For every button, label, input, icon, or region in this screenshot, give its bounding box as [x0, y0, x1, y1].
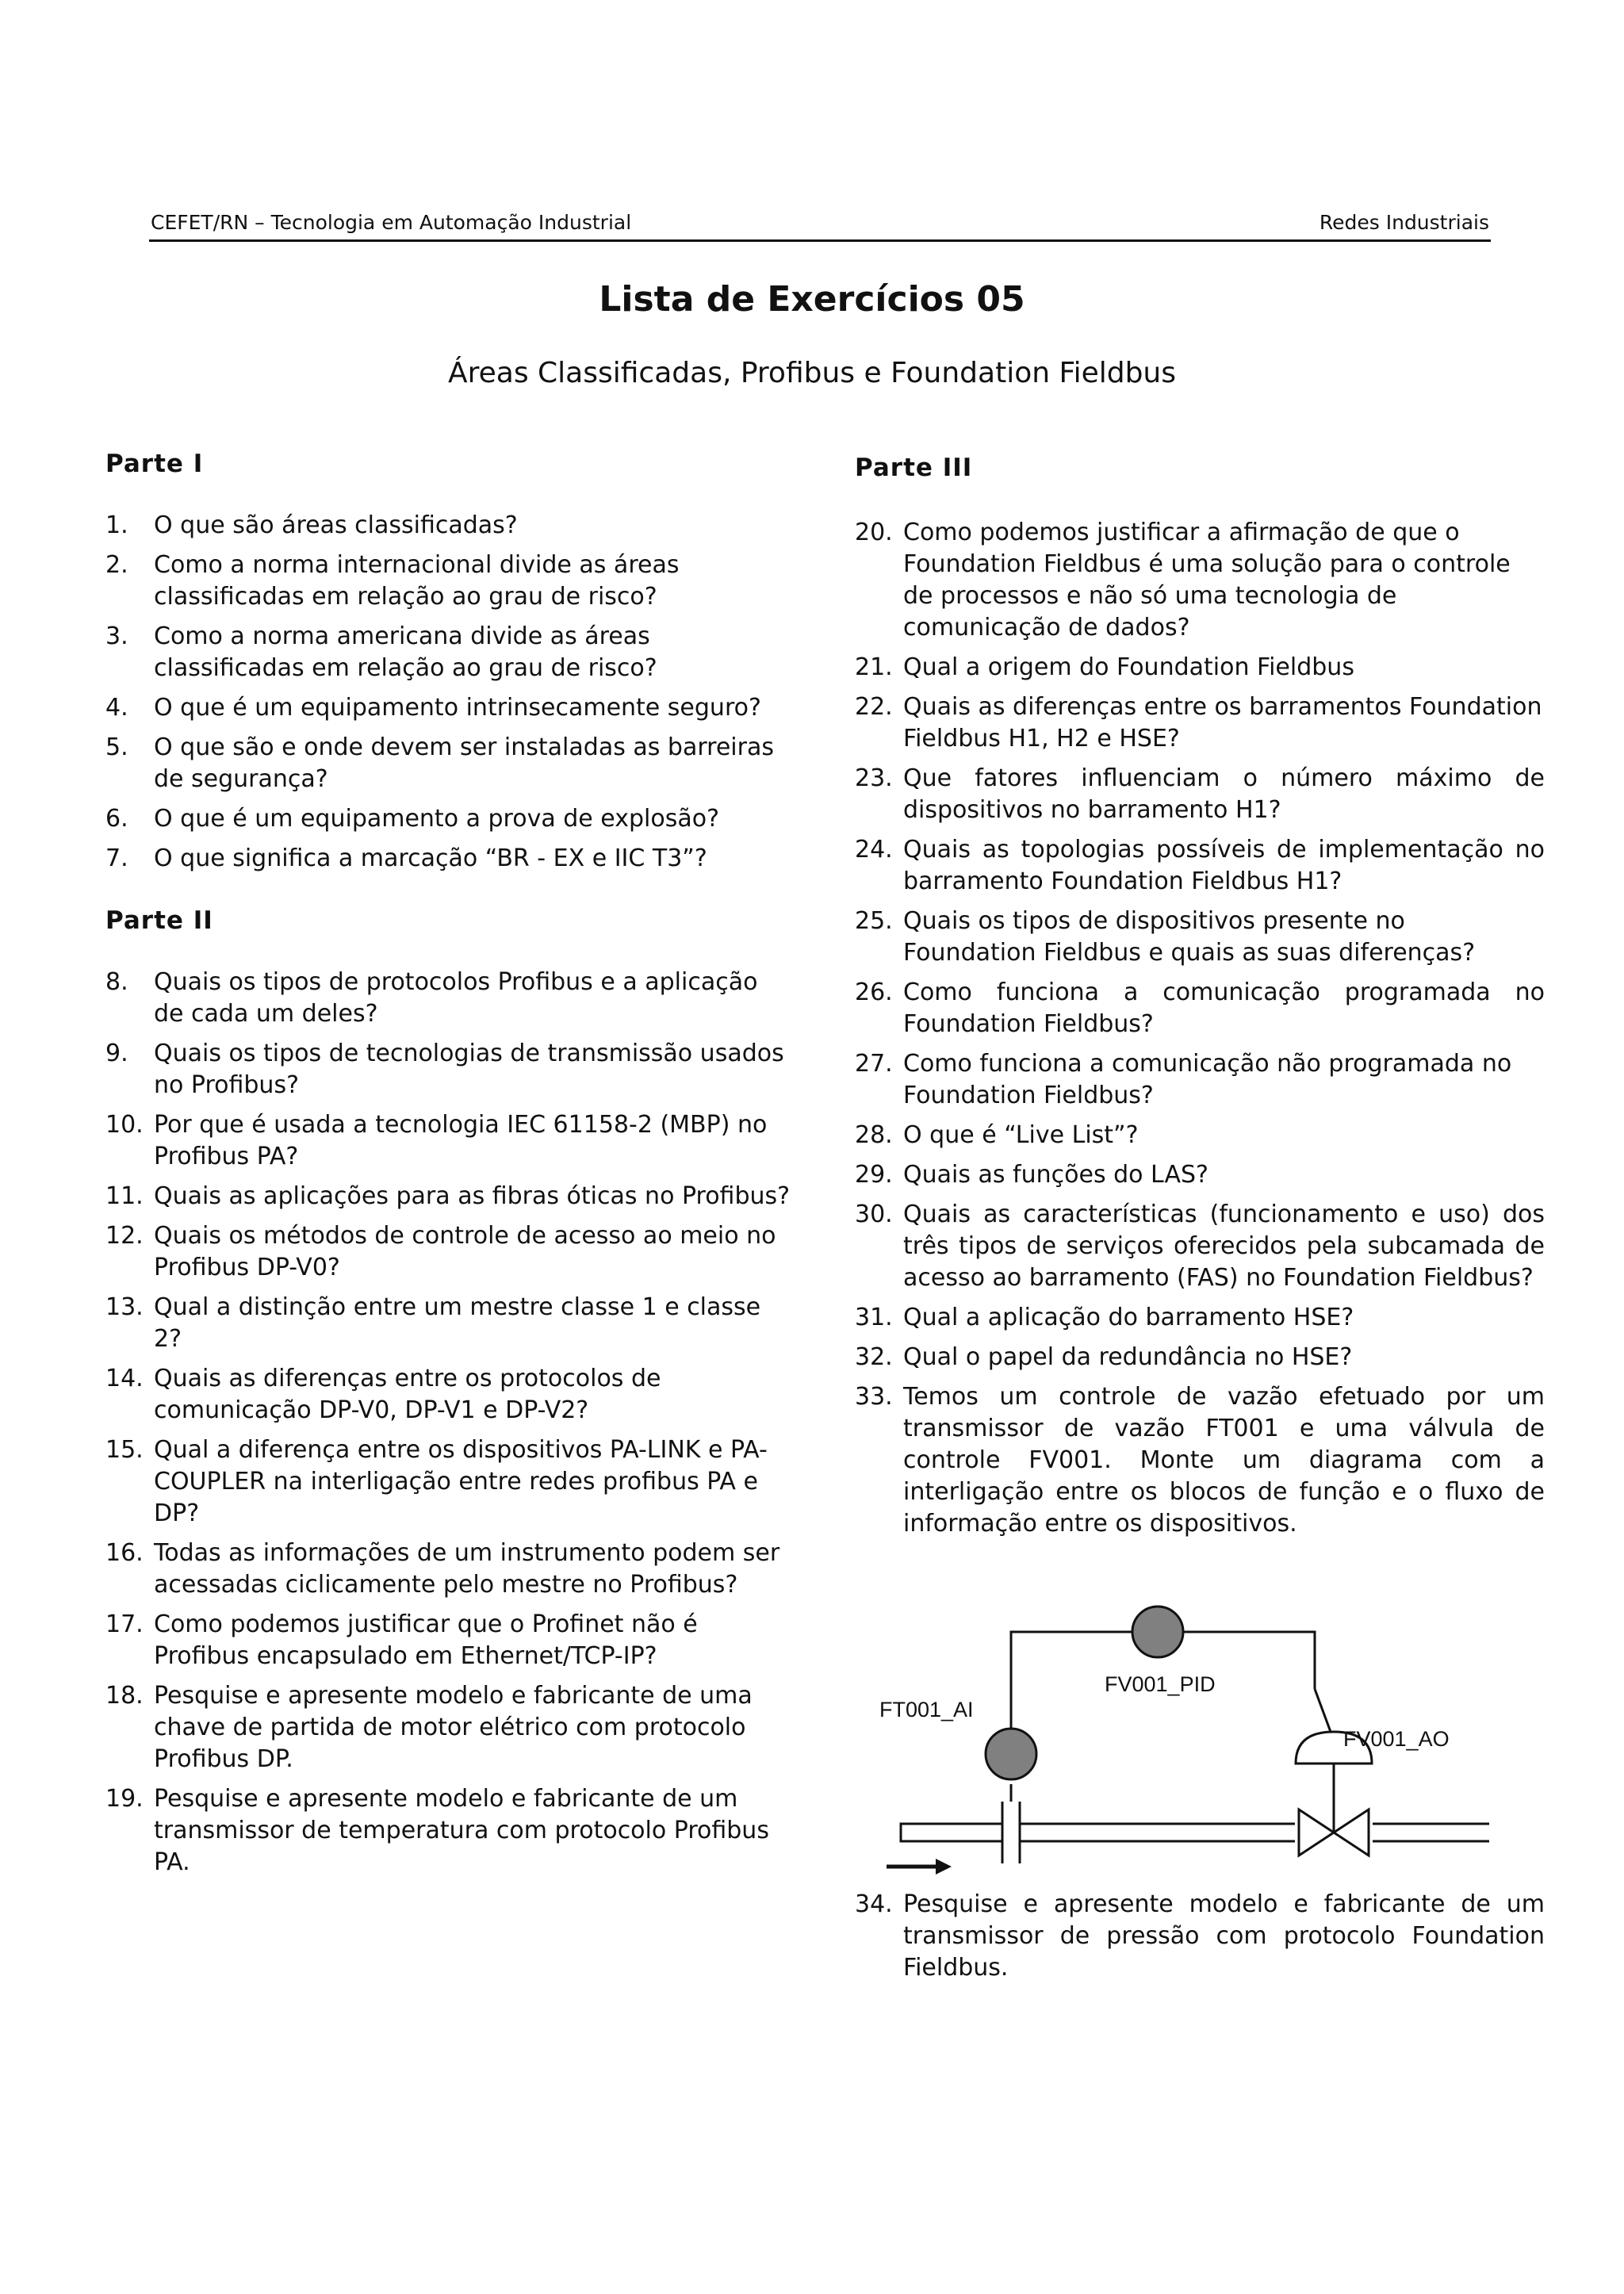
question-item: 31. Qual a aplicação do barramento HSE? — [855, 1304, 1354, 1331]
question-item: 19. Pesquise e apresente modelo e fabricante de um transmissor de temperatura com protocolo Profibus PA. — [105, 1785, 769, 1876]
question-item: 20. Como podemos justificar a afirmação de que o Foundation Fieldbus é uma solução para o controle de processos e não só uma tecnologia de comunicação de dados? — [855, 519, 1511, 641]
question-item: 17. Como podemos justificar que o Profinet não é Profibus encapsulado em Ethernet/TCP-IP? — [105, 1610, 698, 1670]
fv001-pid-block-icon — [1132, 1607, 1183, 1657]
question-item: 28. O que é “Live List”? — [855, 1121, 1139, 1149]
part-3-questions — [855, 517, 1545, 1540]
fv001-ao-label: FV001_AO — [1343, 1727, 1450, 1751]
page-title: Lista de Exercícios 05 — [599, 279, 1025, 320]
question-item: 3. Como a norma americana divide as áreas classificadas em relação ao grau de risco? — [105, 622, 657, 682]
question-34: 34. Pesquise e apresente modelo e fabricante de um transmissor de pressão com protocolo Foundation Fieldbus. — [855, 1890, 1545, 1982]
page-header — [149, 208, 1491, 242]
question-item: 32. Qual o papel da redundância no HSE? — [855, 1343, 1353, 1371]
question-item — [855, 1889, 1545, 1992]
question-item: 27. Como funciona a comunicação não programada no Foundation Fieldbus? — [855, 1050, 1512, 1109]
control-valve-icon — [1299, 1810, 1334, 1855]
question-item: 13. Qual a distinção entre um mestre classe 1 e classe 2? — [105, 1293, 761, 1353]
part-3-heading: Parte III — [855, 454, 973, 482]
fv001-pid-label: FV001_PID — [1105, 1672, 1216, 1696]
question-item: 7. O que significa a marcação “BR - EX e IIC T3”? — [105, 844, 707, 872]
flow-control-diagram — [855, 1594, 1489, 1895]
part-2-heading: Parte II — [105, 906, 213, 935]
question-item: 25. Quais os tipos de dispositivos presente no Foundation Fieldbus e quais as suas diferenças? — [855, 907, 1476, 967]
right-column — [855, 452, 1545, 1548]
question-item: 9. Quais os tipos de tecnologias de transmissão usados no Profibus? — [105, 1040, 784, 1099]
ft001-ai-label: FT001_AI — [879, 1698, 974, 1721]
control-valve-icon-right — [1334, 1810, 1369, 1855]
question-item: 23. Que fatores influenciam o número máximo de dispositivos no barramento H1? — [855, 764, 1545, 824]
page-subtitle: Áreas Classificadas, Profibus e Foundation Fieldbus — [448, 357, 1176, 389]
question-item: 12. Quais os métodos de controle de acesso ao meio no Profibus DP-V0? — [105, 1222, 776, 1281]
question-item: 30. Quais as características (funcionamento e uso) dos três tipos de serviços oferecidos pela subcamada de acesso ao barramento (FAS) no Foundation Fieldbus? — [855, 1201, 1545, 1292]
question-item: 26. Como funciona a comunicação programada no Foundation Fieldbus? — [855, 978, 1545, 1038]
question-item: 1. O que são áreas classificadas? — [105, 511, 518, 539]
question-item: 8. Quais os tipos de protocolos Profibus e a aplicação de cada um deles? — [105, 968, 758, 1028]
flow-arrow-head — [936, 1859, 952, 1875]
question-item: 33. Temos um controle de vazão efetuado por um transmissor de vazão FT001 e uma válvula de controle FV001. Monte um diagrama com a interligação entre os blocos de função e o fluxo de informação entre os dispositivos. — [855, 1383, 1545, 1538]
question-item: 6. O que é um equipamento a prova de explosão? — [105, 805, 719, 833]
question-item: 15. Qual a diferença entre os dispositivos PA-LINK e PA-COUPLER na interligação entre redes profibus PA e DP? — [105, 1436, 768, 1527]
header-subject: Redes Industriais — [1319, 211, 1489, 234]
part-1-heading: Parte I — [105, 450, 204, 478]
part-2-questions — [105, 967, 792, 1878]
ft001-ai-block-icon — [986, 1729, 1036, 1779]
orifice-plate — [1002, 1804, 1020, 1861]
question-item: 14. Quais as diferenças entre os protocolos de comunicação DP-V0, DP-V1 e DP-V2? — [105, 1365, 661, 1424]
part-1-questions — [105, 510, 792, 875]
question-item: 24. Quais as topologias possíveis de implementação no barramento Foundation Fieldbus H1? — [855, 836, 1545, 895]
question-item: 5. O que são e onde devem ser instaladas as barreiras de segurança? — [105, 733, 774, 793]
actuator-link — [1315, 1689, 1331, 1732]
question-item: 4. O que é um equipamento intrinsecamente seguro? — [105, 694, 761, 722]
question-item: 21. Qual a origem do Foundation Fieldbus — [855, 653, 1354, 681]
question-item: 22. Quais as diferenças entre os barramentos Foundation Fieldbus H1, H2 e HSE? — [855, 693, 1542, 753]
question-item: 10. Por que é usada a tecnologia IEC 61158-2 (MBP) no Profibus PA? — [105, 1111, 768, 1170]
question-item: 2. Como a norma internacional divide as áreas classificadas em relação ao grau de risco? — [105, 551, 680, 611]
question-item: 16. Todas as informações de um instrumento podem ser acessadas ciclicamente pelo mestre no Profibus? — [105, 1539, 780, 1599]
pipe — [901, 1824, 1489, 1841]
part-3-questions-cont — [855, 1889, 1545, 1984]
question-item: 11. Quais as aplicações para as fibras óticas no Profibus? — [105, 1182, 791, 1210]
question-item: 29. Quais as funções do LAS? — [855, 1161, 1208, 1189]
header-course: CEFET/RN – Tecnologia em Automação Industrial — [151, 211, 632, 234]
question-item: 18. Pesquise e apresente modelo e fabricante de uma chave de partida de motor elétrico com protocolo Profibus DP. — [105, 1682, 753, 1773]
left-column — [105, 448, 792, 1886]
